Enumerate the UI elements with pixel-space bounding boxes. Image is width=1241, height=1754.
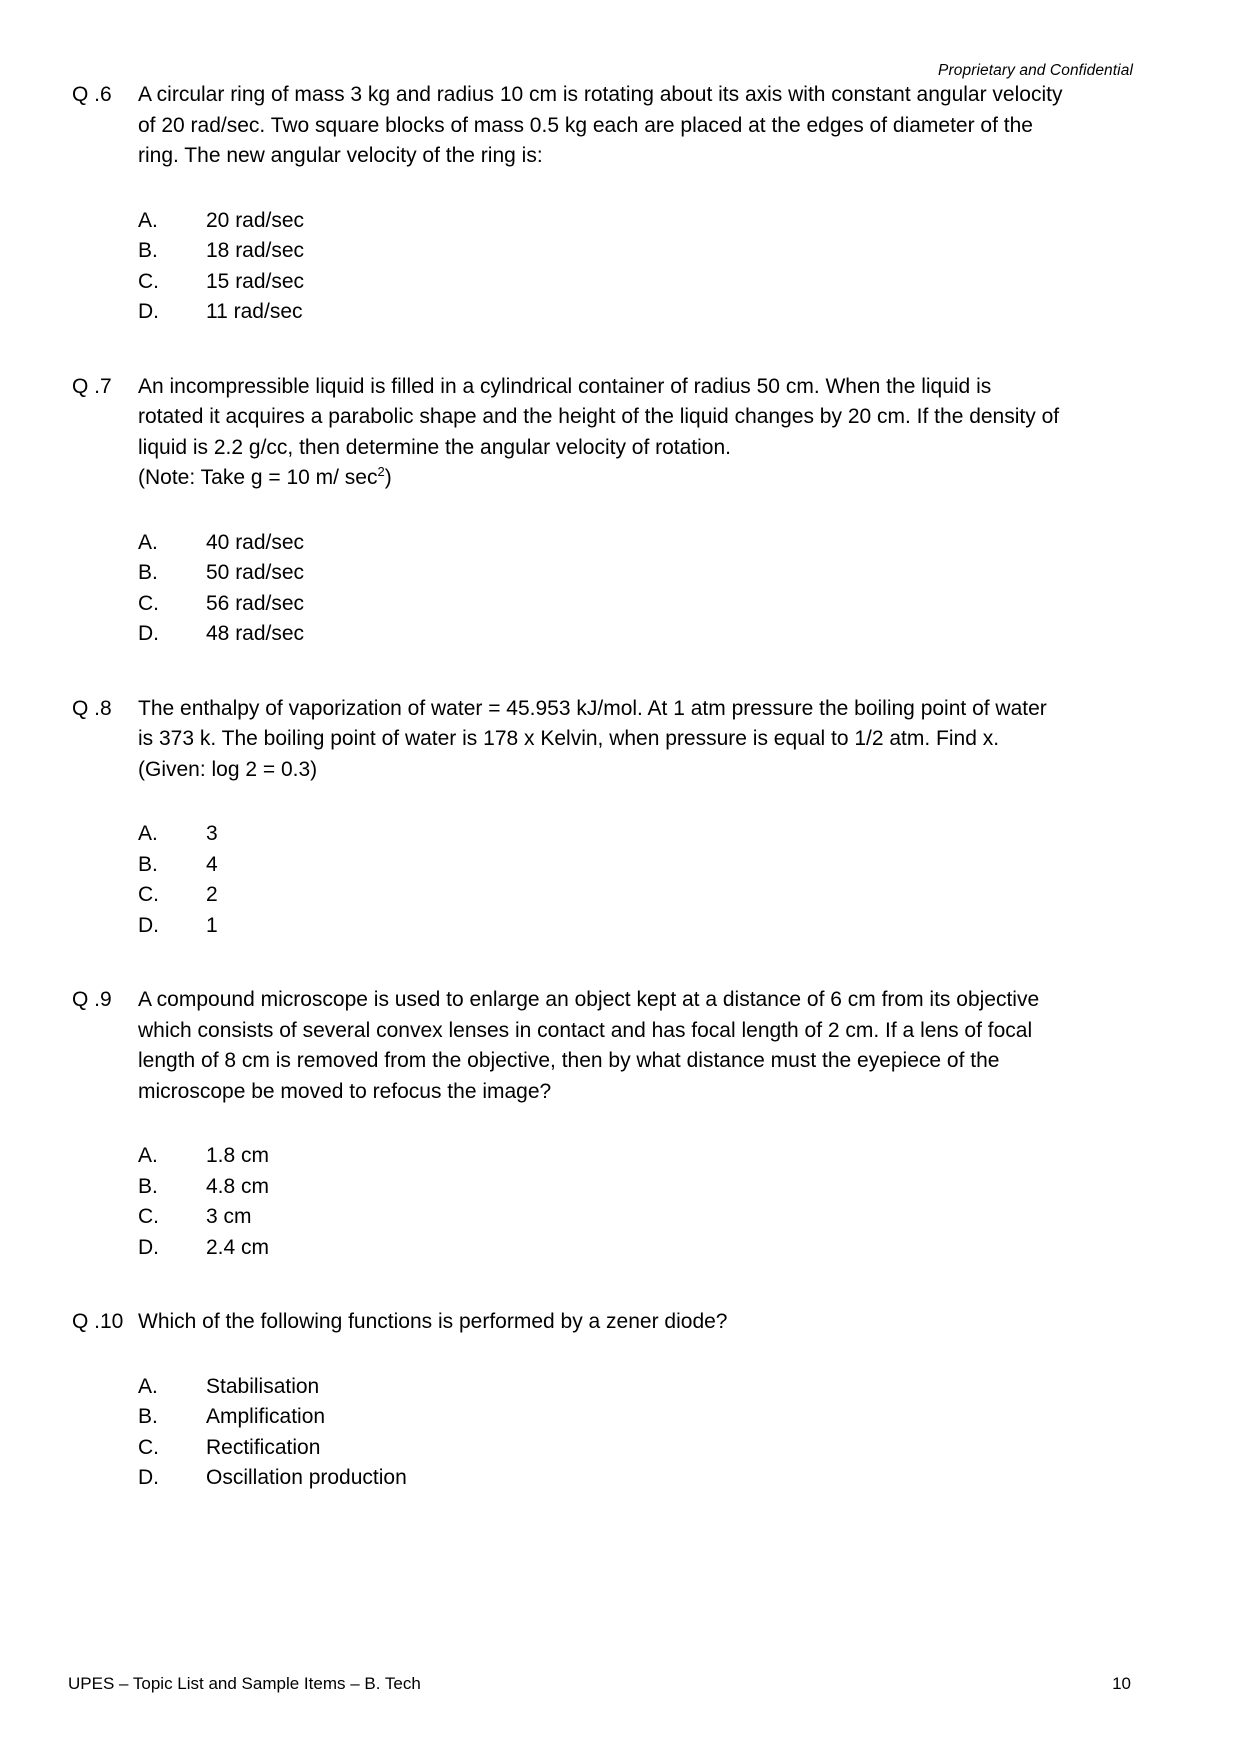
question-9-line-1: A compound microscope is used to enlarge an object kept at a distance of 6 cm from its objective — [138, 988, 1040, 1011]
question-8-text — [138, 694, 1149, 786]
option-row[interactable] — [138, 1372, 1241, 1403]
option-text: 50 rad/sec — [206, 561, 305, 584]
option-letter: C. — [138, 883, 159, 906]
option-row[interactable] — [138, 1233, 1241, 1264]
question-6-line-2: of 20 rad/sec. Two square blocks of mass 0.5 kg each are placed at the edges of diameter of the — [138, 113, 1033, 137]
option-letter: D. — [138, 622, 159, 645]
question-6 — [0, 80, 1241, 172]
option-row[interactable] — [138, 880, 1241, 911]
question-6-options — [0, 206, 1241, 328]
question-10-options — [0, 1372, 1241, 1494]
question-8 — [0, 694, 1241, 786]
question-7-number: Q .7 — [72, 374, 112, 398]
option-letter: A. — [138, 530, 158, 554]
question-7-line-1: An incompressible liquid is filled in a cylindrical container of radius 50 cm. When the liquid is — [138, 374, 992, 398]
option-text: Stabilisation — [206, 1374, 320, 1398]
question-7-line-3: liquid is 2.2 g/cc, then determine the angular velocity of rotation. — [138, 435, 732, 459]
question-10-text — [138, 1307, 1149, 1338]
question-6-text — [138, 80, 1149, 172]
option-row[interactable] — [138, 558, 1241, 589]
option-letter: C. — [138, 1205, 159, 1228]
question-9 — [0, 985, 1241, 1107]
option-row[interactable] — [138, 528, 1241, 559]
option-row[interactable] — [138, 1202, 1241, 1233]
option-text: 15 rad/sec — [206, 269, 305, 293]
option-row[interactable] — [138, 236, 1241, 267]
option-letter: D. — [138, 913, 159, 937]
option-row[interactable] — [138, 206, 1241, 237]
option-letter: B. — [138, 852, 158, 876]
question-10 — [0, 1307, 1241, 1338]
option-text: 20 rad/sec — [206, 208, 305, 232]
option-text: Amplification — [206, 1405, 326, 1428]
question-9-number: Q .9 — [72, 988, 112, 1011]
question-7 — [0, 372, 1241, 494]
footer-page-number: 10 — [1112, 1674, 1131, 1693]
option-letter: A. — [138, 208, 158, 232]
option-letter: C. — [138, 269, 159, 293]
question-9-options — [0, 1141, 1241, 1263]
question-7-note-exponent: 2 — [377, 464, 385, 479]
question-6-number: Q .6 — [72, 83, 112, 106]
question-7-text — [138, 372, 1149, 494]
option-text: Rectification — [206, 1435, 321, 1459]
option-letter: D. — [138, 1466, 159, 1489]
option-letter: B. — [138, 239, 158, 262]
question-6-line-3: ring. The new angular velocity of the ring is: — [138, 144, 543, 167]
option-text: 40 rad/sec — [206, 530, 305, 554]
question-8-line-3: (Given: log 2 = 0.3) — [138, 757, 318, 781]
question-7-note-suffix: ) — [384, 466, 392, 489]
option-text: Oscillation production — [206, 1466, 407, 1489]
question-8-line-1: The enthalpy of vaporization of water = 45.953 kJ/mol. At 1 atm pressure the boiling point of water — [138, 696, 1047, 720]
question-8-options — [0, 819, 1241, 941]
option-text: 3 cm — [206, 1205, 252, 1228]
question-10-number: Q .10 — [72, 1310, 124, 1333]
option-text: 2 — [206, 883, 218, 906]
option-letter: D. — [138, 1235, 159, 1259]
option-text: 11 rad/sec — [206, 300, 303, 323]
option-row[interactable] — [138, 1172, 1241, 1203]
page-content — [0, 80, 1241, 1494]
option-letter: C. — [138, 1435, 159, 1459]
question-9-line-2: which consists of several convex lenses in contact and has focal length of 2 cm. If a lens of focal — [138, 1018, 1033, 1042]
footer-document-title: UPES – Topic List and Sample Items – B. Tech — [68, 1674, 421, 1693]
option-letter: B. — [138, 1174, 158, 1198]
option-row[interactable] — [138, 850, 1241, 881]
option-letter: D. — [138, 300, 159, 323]
question-7-options — [0, 528, 1241, 650]
question-9-line-3: length of 8 cm is removed from the objective, then by what distance must the eyepiece of the — [138, 1049, 1000, 1072]
question-10-line-1: Which of the following functions is performed by a zener diode? — [138, 1310, 728, 1333]
option-row[interactable] — [138, 619, 1241, 650]
question-7-note — [138, 463, 1149, 494]
question-8-line-2: is 373 k. The boiling point of water is 178 x Kelvin, when pressure is equal to 1/2 atm. Find x. — [138, 727, 1000, 750]
question-9-line-4: microscope be moved to refocus the image? — [138, 1079, 552, 1103]
option-letter: B. — [138, 1405, 158, 1428]
option-text: 4.8 cm — [206, 1174, 270, 1198]
question-7-note-prefix: (Note: Take g = 10 m/ sec — [138, 466, 378, 489]
confidentiality-header: Proprietary and Confidential — [938, 62, 1133, 79]
option-letter: C. — [138, 591, 159, 615]
option-text: 4 — [206, 852, 218, 876]
option-row[interactable] — [138, 1141, 1241, 1172]
option-letter: A. — [138, 822, 158, 845]
question-7-line-2: rotated it acquires a parabolic shape and the height of the liquid changes by 20 cm. If the density of — [138, 405, 1060, 428]
option-text: 2.4 cm — [206, 1235, 270, 1259]
option-row[interactable] — [138, 1402, 1241, 1433]
option-text: 48 rad/sec — [206, 622, 305, 645]
option-letter: A. — [138, 1144, 158, 1167]
page-footer — [0, 1634, 1241, 1754]
option-row[interactable] — [138, 589, 1241, 620]
question-6-line-1: A circular ring of mass 3 kg and radius 10 cm is rotating about its axis with constant angular velocity — [138, 83, 1063, 106]
option-row[interactable] — [138, 819, 1241, 850]
option-row[interactable] — [138, 1433, 1241, 1464]
question-9-text — [138, 985, 1149, 1107]
option-text: 1 — [206, 913, 218, 937]
option-text: 3 — [206, 822, 218, 845]
option-row[interactable] — [138, 911, 1241, 942]
option-text: 18 rad/sec — [206, 239, 305, 262]
question-8-number: Q .8 — [72, 696, 112, 720]
option-row[interactable] — [138, 267, 1241, 298]
option-row[interactable] — [138, 1463, 1241, 1494]
option-text: 56 rad/sec — [206, 591, 305, 615]
option-letter: A. — [138, 1374, 158, 1398]
option-letter: B. — [138, 561, 158, 584]
option-row[interactable] — [138, 297, 1241, 328]
option-text: 1.8 cm — [206, 1144, 270, 1167]
